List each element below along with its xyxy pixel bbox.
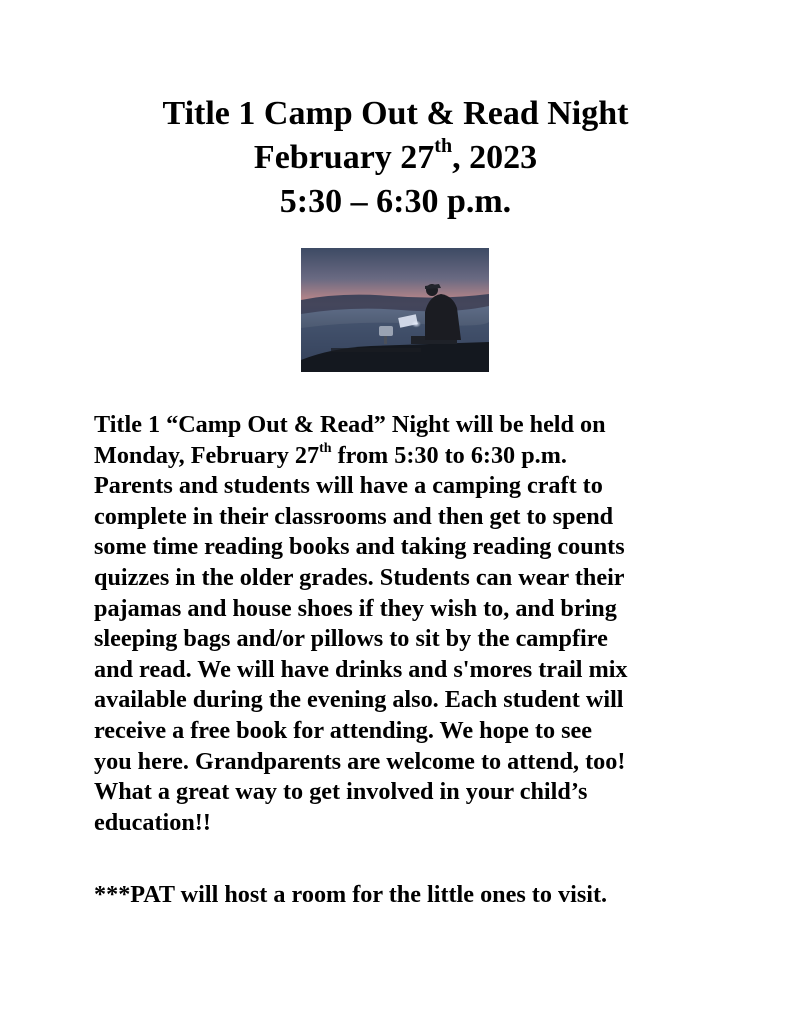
- description-date-ordinal: th: [319, 440, 332, 456]
- description-line: [94, 441, 714, 472]
- description-line: pajamas and house shoes if they wish to, and bring: [94, 594, 617, 622]
- description-line: sleeping bags and/or pillows to sit by the campfire: [94, 625, 608, 653]
- description-line: available during the evening also. Each student will: [94, 686, 624, 714]
- event-date: [0, 136, 791, 180]
- description-line: you here. Grandparents are welcome to attend, too!: [94, 747, 626, 775]
- event-header: [0, 92, 791, 224]
- description-line: and read. We will have drinks and s'mores trail mix: [94, 655, 628, 683]
- event-date-year: , 2023: [452, 139, 538, 176]
- description-line: education!!: [94, 808, 211, 836]
- event-title: Title 1 Camp Out & Read Night: [162, 95, 629, 132]
- photo-illustration: [301, 248, 489, 372]
- description-line: What a great way to get involved in your child’s: [94, 778, 588, 806]
- description-line: some time reading books and taking reading counts: [94, 533, 625, 561]
- pat-note: ***PAT will host a room for the little ones to visit.: [94, 881, 608, 908]
- description-line: quizzes in the older grades. Students can wear their: [94, 563, 625, 591]
- description-line: Title 1 “Camp Out & Read” Night will be held on: [94, 411, 606, 438]
- description-date: Monday, February 27: [94, 441, 320, 469]
- event-description: [94, 410, 714, 838]
- description-line: receive a free book for attending. We hope to see: [94, 716, 593, 744]
- description-line: Parents and students will have a camping craft to: [94, 472, 603, 500]
- event-time: 5:30 – 6:30 p.m.: [279, 183, 512, 220]
- camping-reading-photo: [301, 248, 489, 372]
- description-line: complete in their classrooms and then get to spend: [94, 502, 614, 530]
- description-time: from 5:30 to 6:30 p.m.: [331, 441, 567, 469]
- event-date-ordinal: th: [434, 134, 453, 157]
- event-date-month-day: February 27: [253, 139, 435, 176]
